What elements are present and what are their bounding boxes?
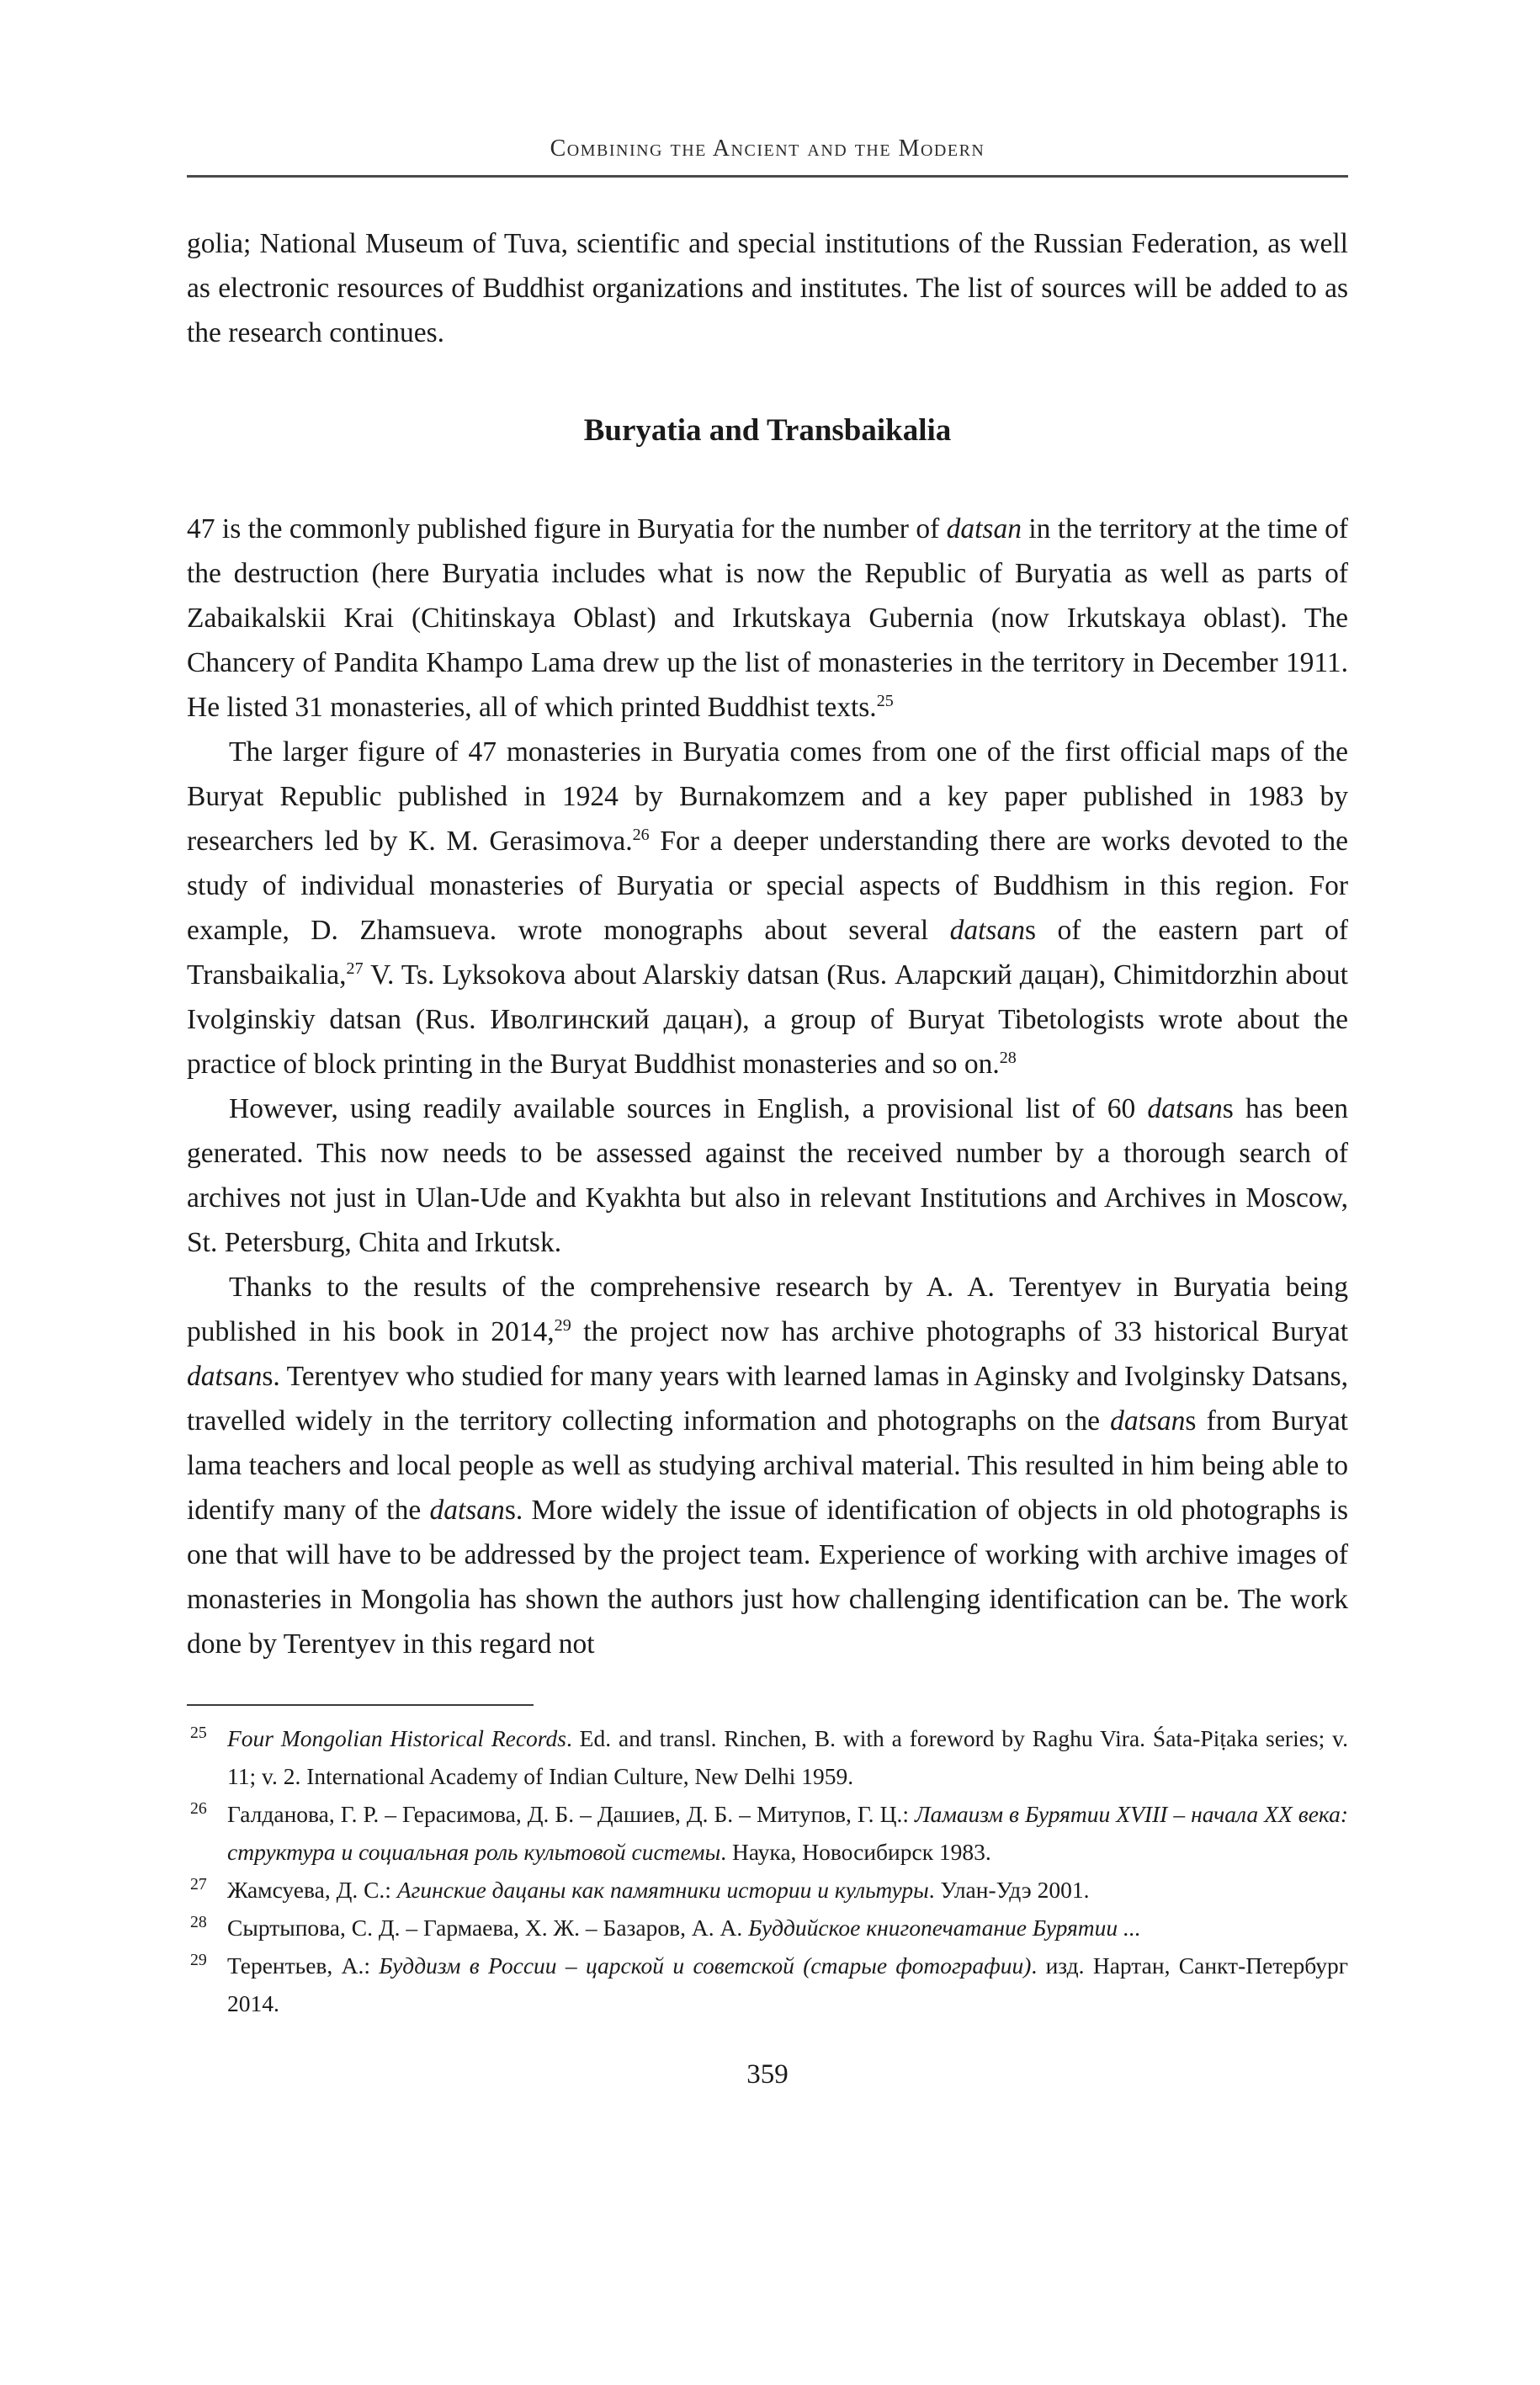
- footnote-text: Four Mongolian Historical Records. Ed. and transl. Rinchen, B. with a foreword by Raghu Vira. Śata-Piṭaka series; v. 11; v. 2. International Academy of Indian Culture, New Delhi 1959.: [227, 1725, 1348, 1789]
- footnote-text: Сыртыпова, С. Д. – Гармаева, Х. Ж. – Базаров, А. А. Буддийское книгопечатание Бурятии ...: [227, 1915, 1141, 1941]
- text-block: [187, 0, 1348, 2091]
- running-head: Combining the Ancient and the Modern: [550, 135, 985, 162]
- footnote: [187, 1871, 1348, 1909]
- footnote-number: 26: [190, 1799, 207, 1818]
- footnote: [187, 1795, 1348, 1871]
- intro-paragraph: golia; National Museum of Tuva, scientific and special institutions of the Russian Federation, as well as electronic resources of Buddhist organizations and institutes. The list of sources will be added to as the research continues.: [187, 228, 1348, 348]
- footnotes-separator: [187, 1704, 534, 1706]
- paragraph-provisional-list: However, using readily available sources in English, a provisional list of 60 datsans has been generated. This now needs to be assessed against the received number by a thorough search of archives not just in Ulan-Ude and Kyakhta but also in relevant Institutions and Archives in Moscow, St. Petersburg, Chita and Irkutsk.: [187, 1093, 1349, 1258]
- footnote: [187, 1719, 1348, 1795]
- paragraph-terentyev-research: Thanks to the results of the comprehensive research by A. A. Terentyev in Buryatia being published in his book in 2014,29 the project now has archive photographs of 33 historical Buryat datsans. Terentyev who studied for many years with learned lamas in Aginsky and Ivolginsky Datsans, travelled widely in the territory collecting information and photographs on the datsans from Buryat lama teachers and local people as well as studying archival material. This resulted in him being able to identify many of the datsans. More widely the issue of identification of objects in old photographs is one that will have to be addressed by the project team. Experience of working with archive images of monasteries in Mongolia has shown the authors just how challenging identification can be. The work done by Terentyev in this regard not: [187, 1272, 1349, 1660]
- body-text: [187, 221, 1348, 1666]
- footnote-number: 25: [190, 1724, 207, 1742]
- section-heading: Buryatia and Transbaikalia: [583, 413, 952, 448]
- header-rule: [187, 175, 1348, 178]
- paragraph-larger-figure: The larger figure of 47 monasteries in Buryatia comes from one of the first official maps of the Buryat Republic published in 1924 by Burnakomzem and a key paper published in 1983 by researchers led by K. M. Gerasimova.$^{26}$ For a deeper understanding there are works devoted to the study of individual monasteries of Buryatia or special aspects of Buddhism in this region. For example, D. Zhamsueva. wrote monographs about several datsans of the eastern part of Transbaikalia,$^{27}$ V. Ts. Lyksokova about Alarskiy datsan (Rus. Аларский дацан), Chimitdorzhin about Ivolginskiy datsan (Rus. Иволгинский дацан), a group of Buryat Tibetologists wrote about the practice of block printing in the Buryat Buddhist monasteries and so on.$^{28}$: [187, 736, 1348, 1080]
- paragraph-47-figure: 47 is the commonly published figure in Buryatia for the number of datsan in the territory at the time of the destruction (here Buryatia includes what is now the Republic of Buryatia as well as parts of Zabaikalskii Krai (Chitinskaya Oblast) and Irkutskaya Gubernia (now Irkutskaya oblast). The Chancery of Pandita Khampo Lama drew up the list of monasteries in the territory in December 1911. He listed 31 monasteries, all of which printed Buddhist texts.$^{25}$: [187, 513, 1348, 723]
- footnote-number: 28: [190, 1913, 207, 1931]
- footnote-number: 27: [190, 1875, 207, 1894]
- footnote-text: Терентьев, А.: Буддизм в России – царской и советской (старые фотографии). изд. Нартан, Санкт-Петербург 2014.: [227, 1952, 1348, 2016]
- footnote-text: Галданова, Г. Р. – Герасимова, Д. Б. – Дашиев, Д. Б. – Митупов, Г. Ц.: Ламаизм в Бурятии XVIII – начала XX века: структура и социальная роль культовой системы. Наука, Новосибирск 1983.: [227, 1801, 1348, 1865]
- footnote: [187, 1909, 1348, 1947]
- footnote-text: Жамсуева, Д. С.: Агинские дацаны как памятники истории и культуры. Улан-Удэ 2001.: [227, 1877, 1090, 1903]
- footnotes: [187, 1704, 1348, 2022]
- footnote-number: 29: [190, 1951, 207, 1969]
- footnote: [187, 1947, 1348, 2022]
- page-number: 359: [746, 2059, 789, 2090]
